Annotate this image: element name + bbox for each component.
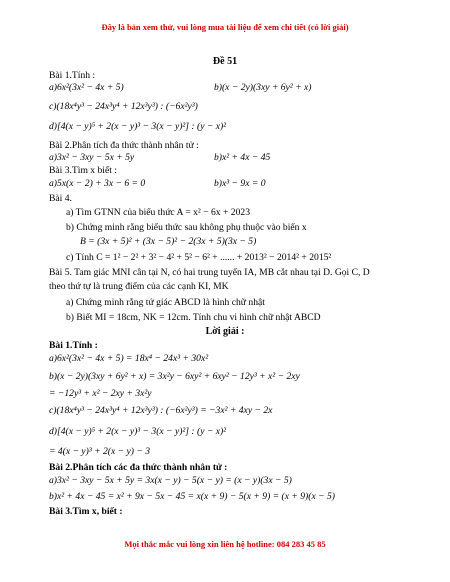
heading-bai-1: Bài 1.Tính : — [49, 70, 96, 81]
problem-3b: b)x³ − 9x = 0 — [214, 178, 266, 189]
heading-bai-3: Bài 3.Tìm x biết : — [49, 165, 117, 176]
problem-4b: b) Chứng minh rằng biểu thức sau không phụ thuộc vào biến x — [66, 222, 307, 233]
problem-5a: a) Chứng minh rằng tứ giác ABCD là hình chữ nhật — [66, 297, 265, 308]
problem-4a: a) Tìm GTNN của biểu thức A = x² − 6x + 2023 — [66, 207, 250, 218]
heading-bai-4: Bài 4. — [49, 193, 72, 204]
problem-2a: a)3x² − 3xy − 5x + 5y — [49, 152, 135, 163]
solution-2-heading: Bài 2.Phân tích các đa thức thành nhân tử : — [49, 462, 228, 473]
heading-bai-5: Bài 5. Tam giác MNI cân tại N, có hai trung tuyến IA, MB cắt nhau tại D. Gọi C, D — [49, 267, 370, 278]
problem-2b: b)x² + 4x − 45 — [214, 152, 271, 163]
solution-heading: Lời giải : — [205, 326, 245, 337]
solution-3-heading: Bài 3.Tìm x, biết : — [49, 506, 123, 517]
problem-3a: a)5x(x − 2) + 3x − 6 = 0 — [49, 178, 146, 189]
preview-banner: Đây là bản xem thử, vui lòng mua tài liệu để xem chi tiết (có lời giải) — [101, 22, 349, 32]
solution-2b: b)x² + 4x − 45 = x² + 9x − 5x − 45 = x(x + 9) − 5(x + 9) = (x + 9)(x − 5) — [49, 491, 335, 502]
solution-1b-result: = −12y³ + x² − 2xy + 3x²y — [49, 388, 152, 399]
problem-1d: d)[4(x − y)⁵ + 2(x − y)³ − 3(x − y)²] : (y − x)² — [49, 121, 227, 132]
problem-1a: a)6x²(3x² − 4x + 5) — [49, 82, 124, 93]
solution-2a: a)3x² − 3xy − 5x + 5y = 3x(x − y) − 5(x − y) = (x − y)(3x − 5) — [49, 475, 292, 486]
problem-5-cont: theo thứ tự là trung điểm của các cạnh KI, MK — [49, 281, 229, 292]
page-title: Đề 51 — [212, 56, 238, 67]
problem-4b-expression: B = (3x + 5)² + (3x − 5)² − 2(3x + 5)(3x − 5) — [80, 236, 257, 247]
problem-1b: b)(x − 2y)(3xy + 6y² + x) — [214, 82, 312, 93]
solution-1b: b)(x − 2y)(3xy + 6y² + x) = 3x²y − 6xy² + 6xy² − 12y³ + x² − 2xy — [49, 371, 300, 382]
hotline-banner: Mọi thắc mắc vui lòng xin liên hệ hotline: 084 283 45 85 — [124, 539, 326, 549]
solution-1-heading: Bài 1.Tính : — [49, 340, 98, 351]
problem-1c: c)(18x⁴y³ − 24x³y⁴ + 12x³y³) : (−6x²y³) — [49, 101, 198, 112]
solution-1a: a)6x²(3x² − 4x + 5) = 18x⁴ − 24x³ + 30x² — [49, 353, 209, 364]
heading-bai-2: Bài 2.Phân tích đa thức thành nhân tử : — [49, 140, 199, 151]
solution-1d: d)[4(x − y)⁵ + 2(x − y)³ − 3(x − y)²] : (y − x)² — [49, 426, 227, 437]
problem-4c: c) Tính C = 1² − 2² + 3² − 4² + 5² − 6² + ...... + 2013² − 2014² + 2015² — [66, 252, 332, 263]
solution-1d-result: = 4(x − y)³ + 2(x − y) − 3 — [49, 446, 151, 457]
solution-1c: c)(18x⁴y³ − 24x³y⁴ + 12x³y³) : (−6x²y³) = −3x² + 4xy − 2x — [49, 405, 273, 416]
problem-5b: b) Biết MI = 18cm, NK = 12cm. Tính chu vi hình chữ nhật ABCD — [66, 312, 321, 323]
